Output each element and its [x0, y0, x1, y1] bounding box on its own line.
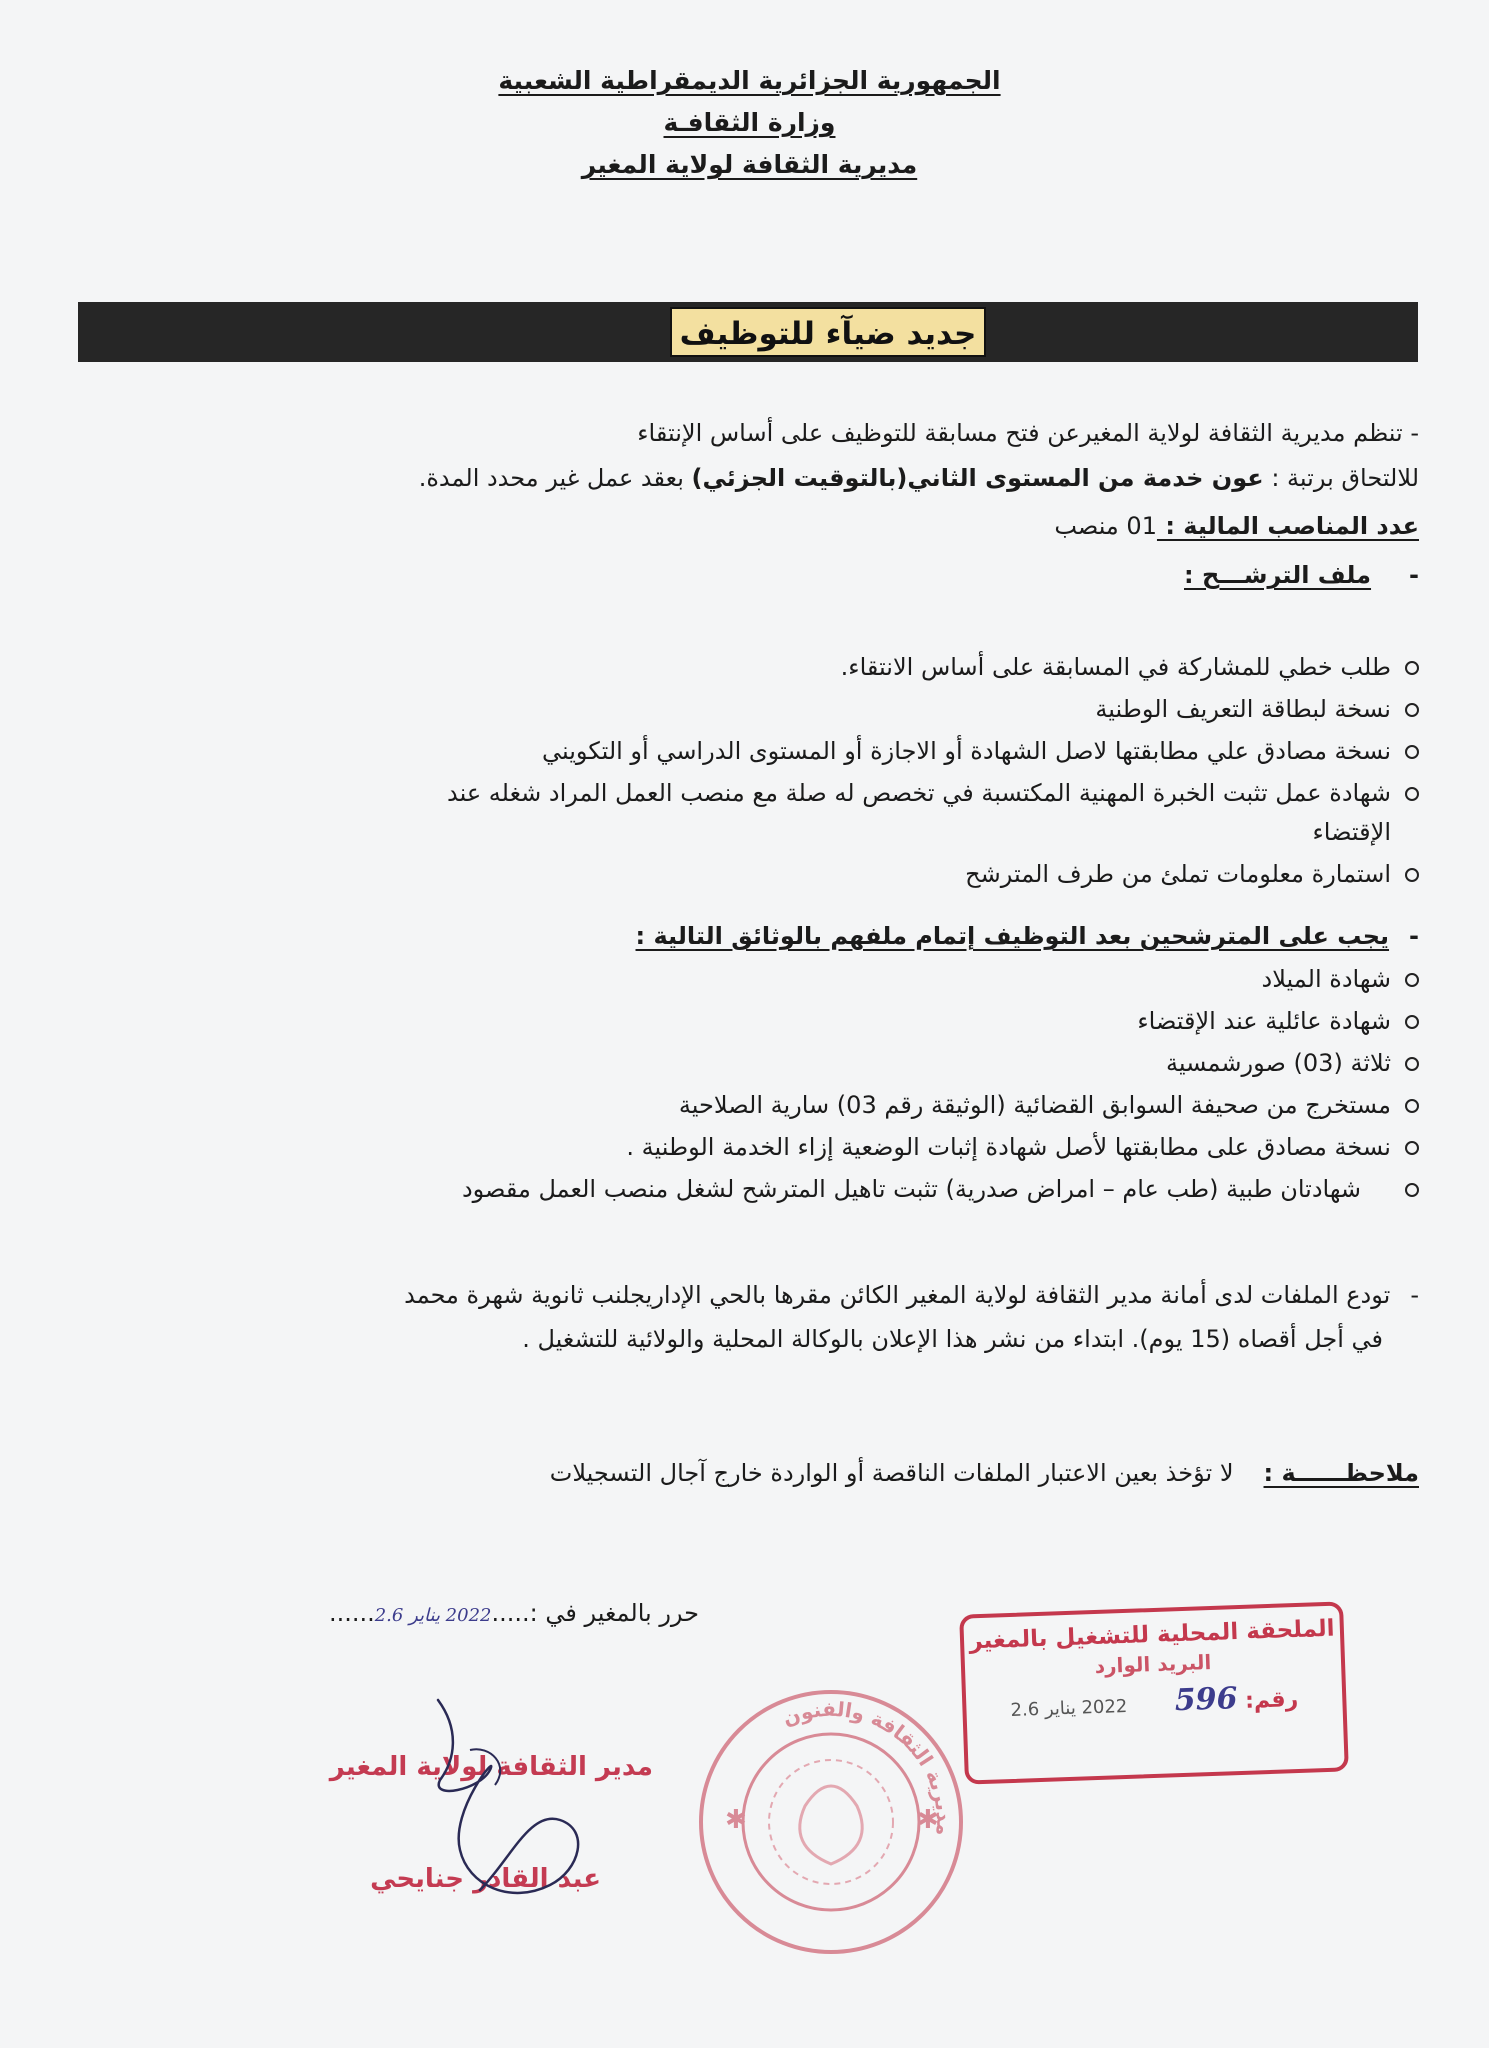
list-item: نسخة مصادق علي مطابقتها لاصل الشهادة أو الاجازة أو المستوى الدراسي أو التكويني [89, 732, 1419, 771]
note-line [550, 1454, 1419, 1492]
directorate-title: مديرية الثقافة لولاية المغير [581, 150, 918, 179]
deposit-paragraph: -تودع الملفات لدى أمانة مدير الثقافة لولاية المغير الكائن مقرها بالحي الإداريجلنب ثانوية شهرة محمد في أجل أقصاه (15 يوم). ابتداء من نشر هذا الإعلان بالوكالة المحلية والولائية للتشغيل . [404, 1281, 1419, 1353]
circle-bullet-icon [1405, 1183, 1419, 1197]
circle-bullet-icon [1405, 745, 1419, 759]
file-section-heading: -ملف الترشـــح : [1184, 561, 1419, 589]
list-item: مستخرج من صحيفة السوابق القضائية (الوثيقة رقم 03) سارية الصلاحية [89, 1086, 1419, 1125]
circle-bullet-icon [1405, 973, 1419, 987]
stamp-date: 2022 يناير 2.6 [1010, 1695, 1128, 1722]
rank-name: عون خدمة من المستوى الثاني(بالتوقيت الجزئي) [691, 464, 1264, 492]
positions-count: عدد المناصب المالية : 01 منصب [1054, 512, 1419, 540]
svg-text:✱: ✱ [917, 1805, 939, 1835]
circle-bullet-icon [1405, 703, 1419, 717]
republic-title: الجمهورية الجزائرية الديمقراطية الشعبية [498, 66, 1001, 95]
official-seal-icon [695, 1686, 967, 1958]
circle-bullet-icon [1405, 1141, 1419, 1155]
list-item: طلب خطي للمشاركة في المسابقة على أساس الانتقاء. [89, 648, 1419, 687]
circle-bullet-icon [1405, 1015, 1419, 1029]
stamp-office: الملحقة المحلية للتشغيل بالمغير [968, 1615, 1336, 1655]
after-hiring-documents-list [89, 960, 1419, 1212]
signoff-date: 2022 يناير 2.6 [374, 1605, 492, 1626]
seal-text: مديرية الثقافة والفنون [779, 1696, 957, 1837]
registration-stamp [959, 1601, 1349, 1784]
list-item: شهادة عائلية عند الإقتضاء [89, 1002, 1419, 1041]
list-item: ثلاثة (03) صورشمسية [89, 1044, 1419, 1083]
circle-bullet-icon [1405, 661, 1419, 675]
after-hiring-heading: -يجب على المترشحين بعد التوظيف إتمام ملفهم بالوثائق التالية : [635, 922, 1419, 950]
required-documents-list [89, 648, 1419, 897]
document-header [0, 60, 1489, 186]
intro-line-2: للالتحاق برتبة : عون خدمة من المستوى الثاني(بالتوقيت الجزئي) بعقد عمل غير محدد المدة. [418, 464, 1419, 492]
ministry-title: وزارة الثقافـة [663, 108, 836, 137]
signature-icon [420, 1690, 610, 1920]
list-item: شهادتان طبية (طب عام – امراض صدرية) تثبت تاهيل المترشح لشغل منصب العمل مقصود [89, 1170, 1419, 1209]
signoff-place-date: حرر بالمغير في :.....2022 يناير 2.6...... [328, 1599, 699, 1627]
banner-title: جديد ضيآء للتوظيف [670, 307, 986, 357]
list-item: شهادة عمل تثبت الخبرة المهنية المكتسبة في تخصص له صلة مع منصب العمل المراد شغله عند الإقتضاء [89, 774, 1419, 852]
note-text: لا تؤخذ بعين الاعتبار الملفات الناقصة أو الواردة خارج آجال التسجيلات [549, 1459, 1234, 1487]
stamp-mail-label: البريد الوارد [1094, 1649, 1212, 1679]
stamp-number: 596 [1174, 1681, 1238, 1719]
stamp-number-label: رقم: [1244, 1686, 1299, 1714]
director-name: عبد القادر جنايحي [370, 1864, 601, 1894]
circle-bullet-icon [1405, 868, 1419, 882]
announcement-banner [78, 302, 1418, 362]
note-label: ملاحظــــــة : [1263, 1459, 1419, 1487]
list-item: نسخة لبطاقة التعريف الوطنية [89, 690, 1419, 729]
svg-text:✱: ✱ [725, 1805, 747, 1835]
list-item: استمارة معلومات تملئ من طرف المترشح [89, 855, 1419, 894]
circle-bullet-icon [1405, 1099, 1419, 1113]
director-title: مدير الثقافة لولاية المغير [329, 1752, 653, 1782]
list-item: نسخة مصادق على مطابقتها لأصل شهادة إثبات الوضعية إزاء الخدمة الوطنية . [89, 1128, 1419, 1167]
circle-bullet-icon [1405, 787, 1419, 801]
intro-line-1: - تنظم مديرية الثقافة لولاية المغيرعن فتح مسابقة للتوظيف على أساس الإنتقاء [637, 419, 1419, 447]
circle-bullet-icon [1405, 1057, 1419, 1071]
list-item: شهادة الميلاد [89, 960, 1419, 999]
